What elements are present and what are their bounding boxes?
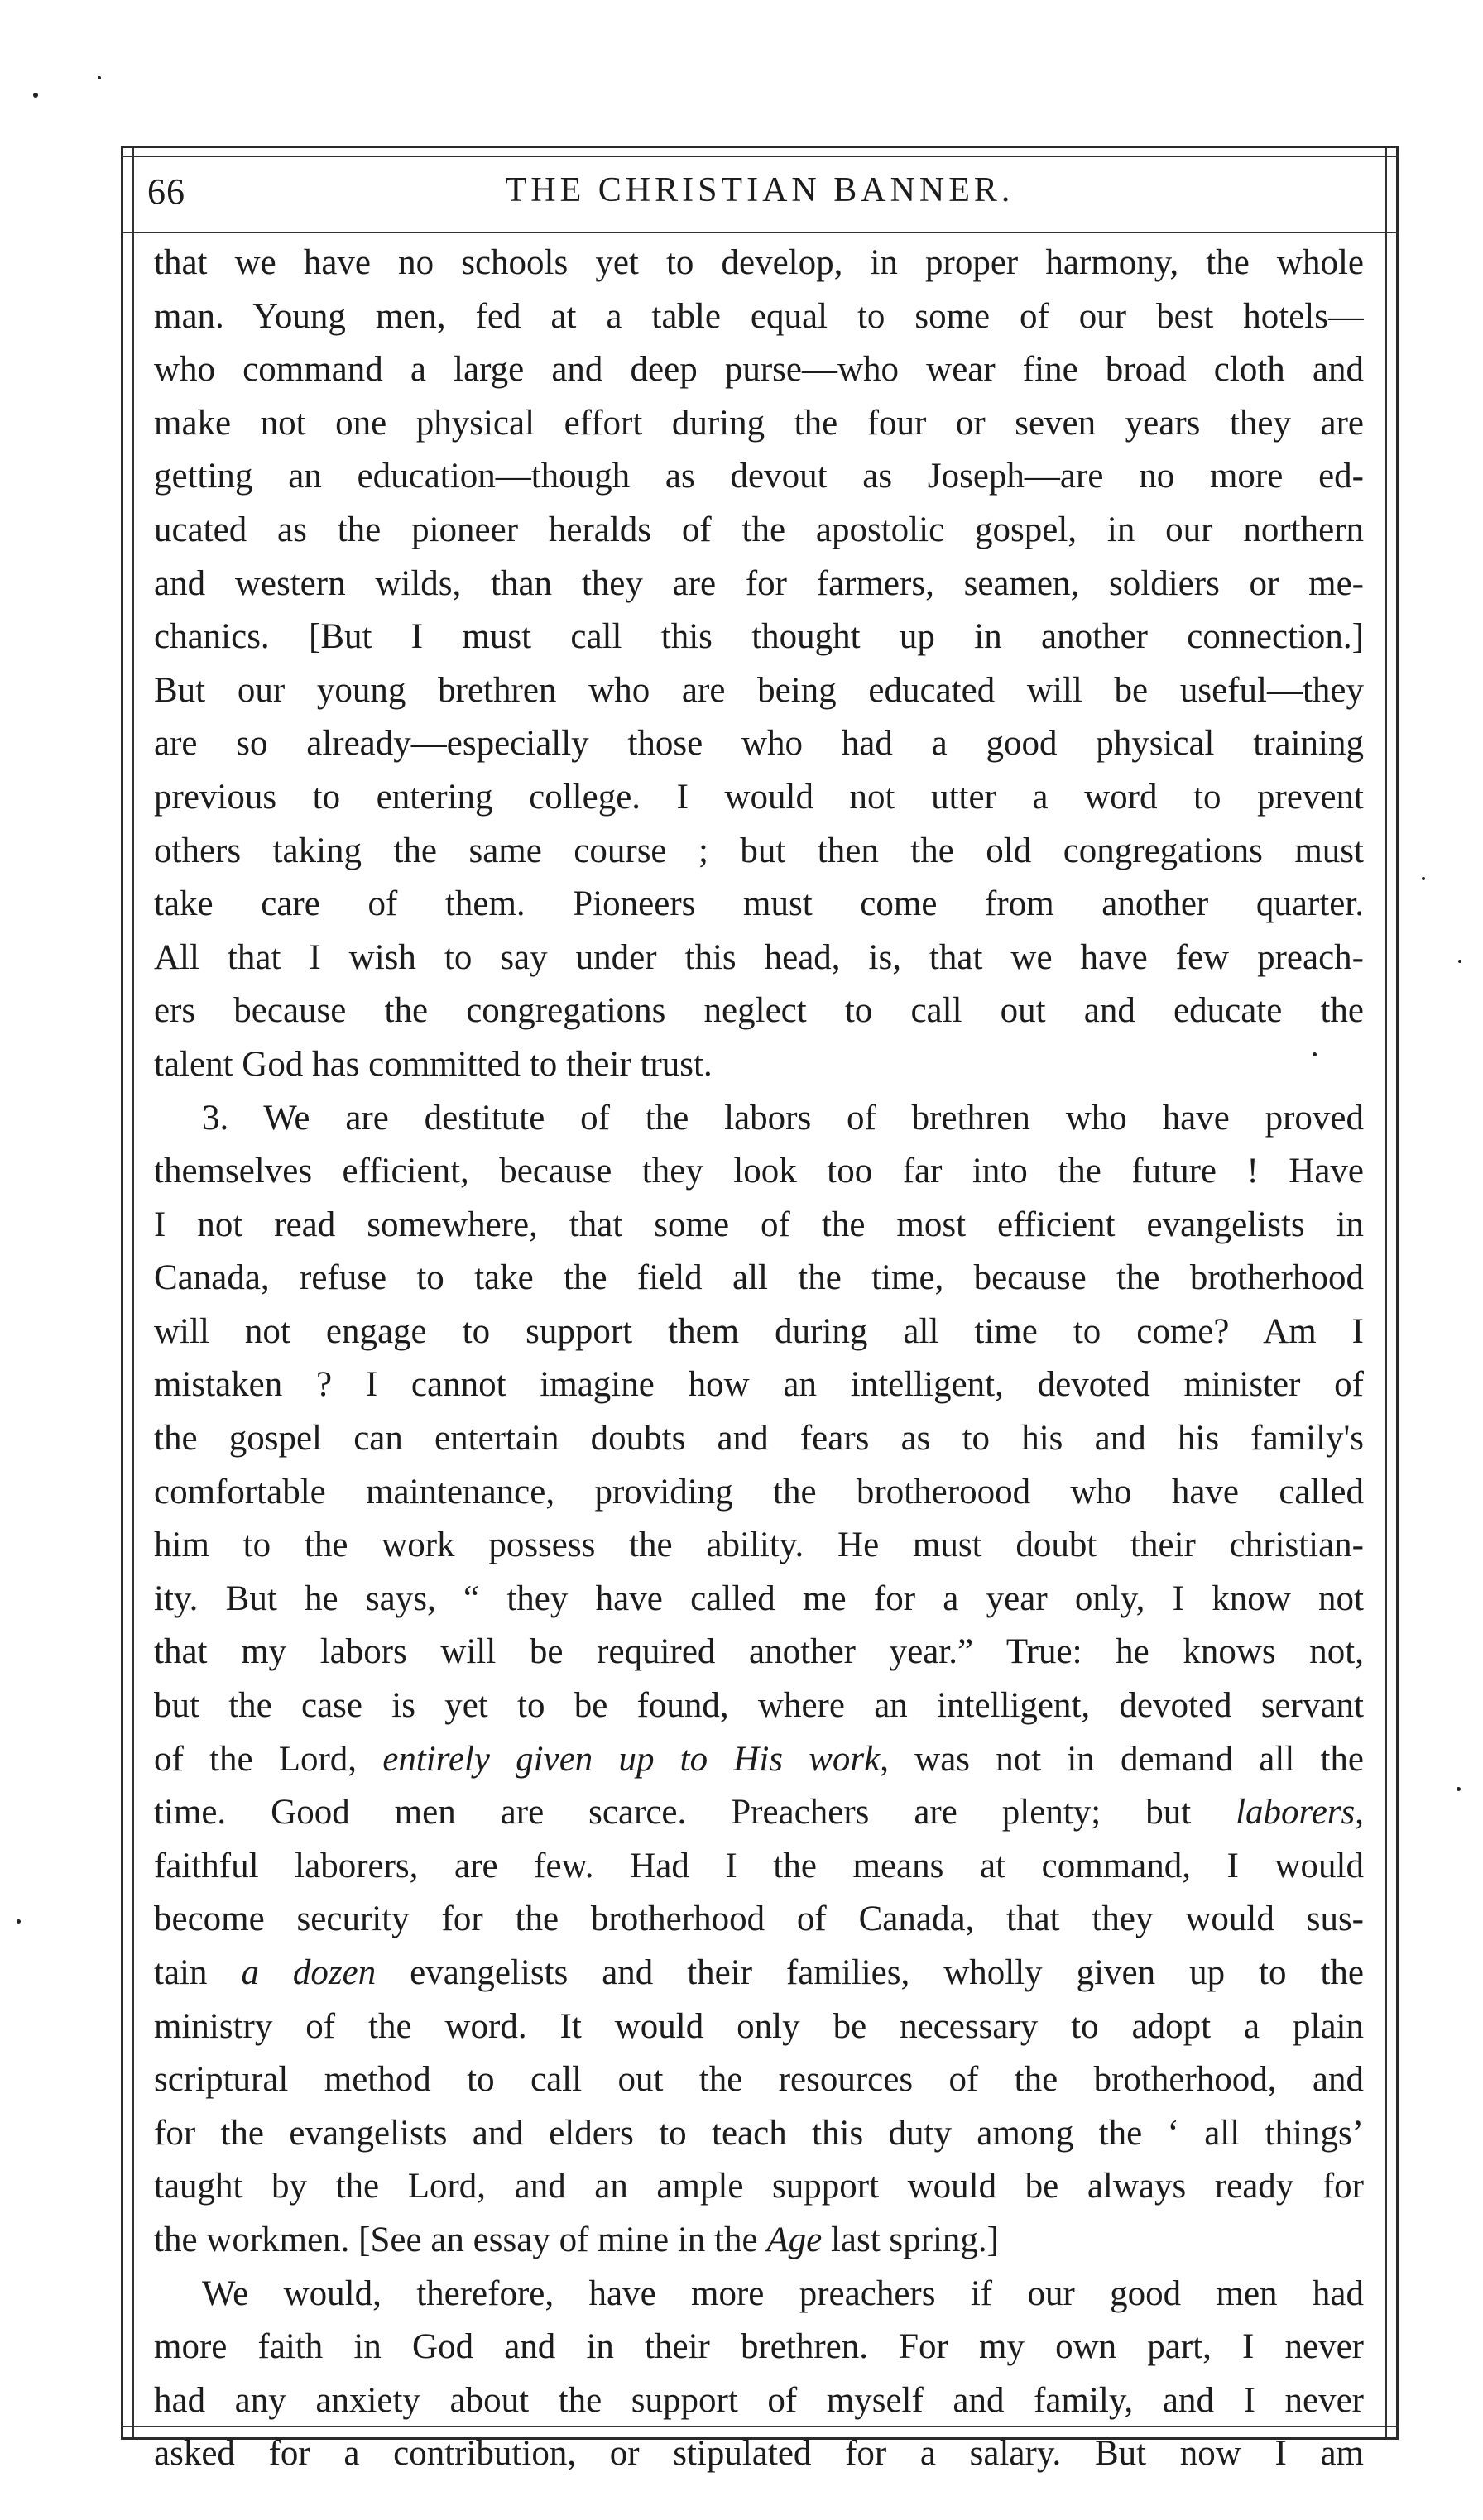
paragraph-end-line: the workmen. [See an essay of mine in the Age last spring.] <box>154 2220 999 2259</box>
text-line: him to the work possess the ability. He must doubt their christian- <box>154 1526 1364 1565</box>
italic-phrase: a dozen <box>241 1953 377 1992</box>
paragraph-end-line: talent God has committed to their trust. <box>154 1044 713 1084</box>
text-line: tain a dozen evangelists and their families, wholly given up to the <box>154 1953 1364 1992</box>
text-line: time. Good men are scarce. Preachers are plenty; but laborers, <box>154 1793 1364 1833</box>
page-number: 66 <box>147 171 185 212</box>
text-line: themselves efficient, because they look too far into the future ! Have <box>154 1152 1364 1191</box>
margin-speck <box>1422 877 1425 880</box>
text-line: that my labors will be required another year.” True: he knows not, <box>154 1632 1364 1672</box>
margin-speck <box>33 93 38 98</box>
text-line: taught by the Lord, and an ample support would be always ready for <box>154 2167 1364 2206</box>
text-line: getting an education—though as devout as Joseph—are no more ed- <box>154 457 1364 496</box>
header-rule <box>121 232 1399 233</box>
text-line: ers because the congregations neglect to call out and educate the <box>154 991 1364 1031</box>
text-line: the gospel can entertain doubts and fears as to his and his family's <box>154 1419 1364 1459</box>
text-line: man. Young men, fed at a table equal to some of our best hotels— <box>154 296 1364 336</box>
text-line: ity. But he says, “ they have called me for a year only, I know not <box>154 1579 1364 1618</box>
text-line: make not one physical effort during the four or seven years they are <box>154 403 1364 443</box>
margin-speck <box>1458 960 1461 963</box>
italic-phrase: laborers <box>1236 1793 1356 1833</box>
text-line: asked for a contribution, or stipulated for a salary. But now I am <box>154 2434 1364 2474</box>
article-body <box>154 237 1364 2481</box>
text-line: Canada, refuse to take the field all the time, because the brotherhood <box>154 1258 1364 1298</box>
text-line: for the evangelists and elders to teach this duty among the ‘ all things’ <box>154 2113 1364 2153</box>
text-line: who command a large and deep purse—who wear fine broad cloth and <box>154 350 1364 390</box>
text-line: take care of them. Pioneers must come from another quarter. <box>154 884 1364 924</box>
text-line: ucated as the pioneer heralds of the apostolic gospel, in our northern <box>154 510 1364 549</box>
margin-speck <box>17 1919 21 1924</box>
text-line: and western wilds, than they are for farmers, seamen, soldiers or me- <box>154 563 1364 603</box>
text-line: that we have no schools yet to develop, in proper harmony, the whole <box>154 243 1364 282</box>
paragraph-start-line: We would, therefore, have more preachers if our good men had <box>202 2273 1364 2313</box>
text-line: more faith in God and in their brethren. For my own part, I never <box>154 2327 1364 2367</box>
text-line: scriptural method to call out the resources of the brotherhood, and <box>154 2060 1364 2100</box>
top-rule-inner <box>121 156 1399 157</box>
text-line: chanics. [But I must call this thought up in another connection.] <box>154 617 1364 657</box>
text-line: But our young brethren who are being educated will be useful—they <box>154 670 1364 710</box>
text-line: but the case is yet to be found, where an intelligent, devoted servant <box>154 1686 1364 1726</box>
running-title: THE CHRISTIAN BANNER. <box>505 171 1015 209</box>
margin-speck <box>1313 1052 1317 1056</box>
text-line: previous to entering college. I would not utter a word to prevent <box>154 777 1364 817</box>
text-line: All that I wish to say under this head, is, that we have few preach- <box>154 937 1364 977</box>
text-line: become security for the brotherhood of Canada, that they would sus- <box>154 1900 1364 1939</box>
text-line: had any anxiety about the support of myself and family, and I never <box>154 2380 1364 2420</box>
text-line: comfortable maintenance, providing the brotheroood who have called <box>154 1472 1364 1512</box>
text-line: others taking the same course ; but then the old congregations must <box>154 831 1364 870</box>
italic-phrase: entirely given up to His work <box>382 1739 881 1779</box>
text-line: ministry of the word. It would only be necessary to adopt a plain <box>154 2006 1364 2046</box>
text-line: mistaken ? I cannot imagine how an intelligent, devoted minister of <box>154 1365 1364 1405</box>
page-header <box>147 170 1372 220</box>
margin-speck <box>98 76 101 79</box>
top-rule <box>121 146 1399 148</box>
italic-phrase: Age <box>766 2220 823 2259</box>
text-line: faithful laborers, are few. Had I the means at command, I would <box>154 1846 1364 1885</box>
text-line: of the Lord, entirely given up to His work, was not in demand all the <box>154 1739 1364 1779</box>
text-line: I not read somewhere, that some of the most efficient evangelists in <box>154 1205 1364 1244</box>
paragraph-start-line: 3. We are destitute of the labors of brethren who have proved <box>202 1098 1364 1138</box>
text-line: are so already—especially those who had a good physical training <box>154 724 1364 764</box>
text-line: will not engage to support them during all time to come? Am I <box>154 1311 1364 1351</box>
margin-speck <box>1457 1787 1461 1791</box>
